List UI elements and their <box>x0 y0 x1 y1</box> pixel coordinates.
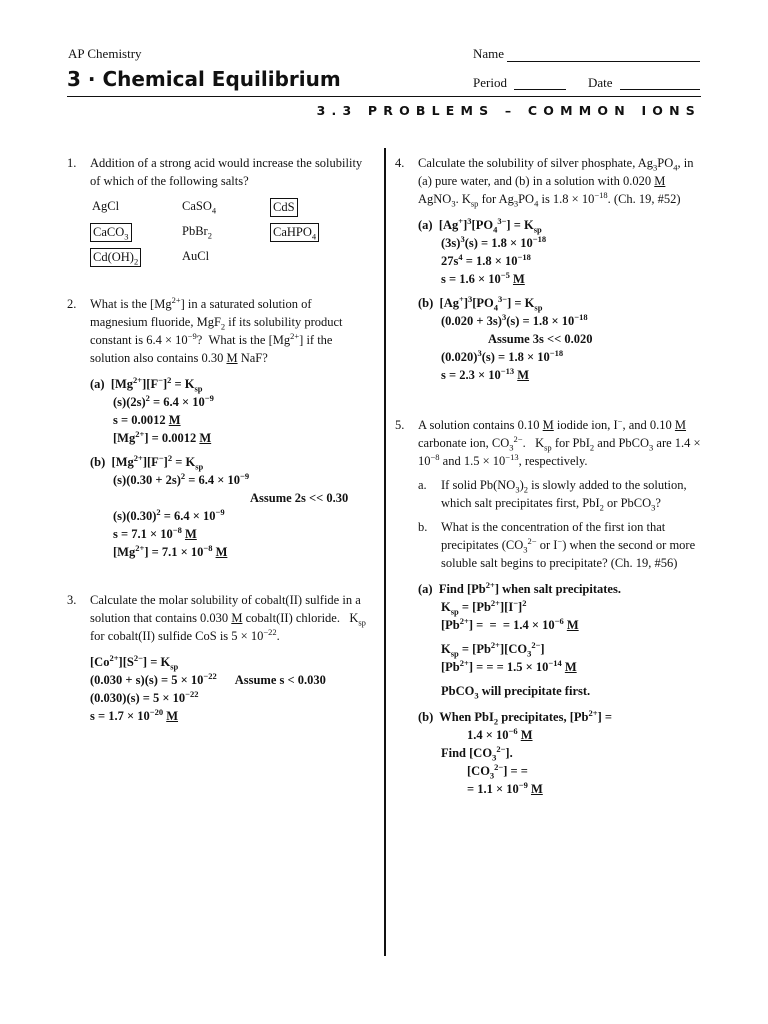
page-header <box>0 0 768 125</box>
assumption-note: Assume 3s << 0.020 <box>488 332 593 346</box>
answer-line: Find $[CO_3^{2-}]$. <box>441 743 513 763</box>
answer-line: $(s)(2s)^2 = 6.4 \times 10^{-9}$ <box>113 392 214 409</box>
name-label: Name <box>473 46 505 61</box>
answer-line: (b) When PbI$_2$ precipitates, $[Pb^{2+}]$ = <box>418 707 612 727</box>
sub-text: What is the concentration of the first ion that precipitates ($CO_3^{2-}$ or I−) when the second or more soluble salt begins to precipitate? (Ch. 19, #56) <box>441 520 696 570</box>
problem-text: Addition of a strong acid would increase the solubility of which of the following salts? <box>90 156 363 188</box>
answer-line: $K_{sp} = [Pb^{2+}][I^-]^2$ <box>441 597 527 617</box>
salt-cahpo4-selected: CaHPO$_4$ <box>270 223 319 242</box>
period-label: Period <box>473 75 507 90</box>
answer-line: $[Pb^{2+}]$ = = = $1.5 \times 10^{-14}$ M <box>441 657 577 674</box>
problem-4-answer <box>418 216 705 384</box>
problem-5b <box>418 518 705 572</box>
answer-line: (b) $[Mg^{2+}][F^-]^2 = K_{sp}$ <box>90 452 204 472</box>
answer-line: $s = 1.6 \times 10^{-5}$ M <box>441 269 525 286</box>
salt-pbbr2: PbBr$_2$ <box>182 224 212 241</box>
problem-text: What is the $[Mg^{2+}]$ in a saturated solution of magnesium fluoride, MgF$_2$ if its solubility product constant is $6.4 \times 10^{-9}$? What is the $[Mg^{2+}]$ if the solution also contains 0.30 M NaF? <box>90 294 343 365</box>
answer-line: (a) $[Ag^+]^3[PO_4^{3-}] = K_{sp}$ <box>418 215 542 235</box>
problem-text: Calculate the molar solubility of cobalt(II) sulfide in a solution that contains 0.030 M cobalt(II) chloride. $K_{sp}$ for cobalt(II) sulfide CoS is $5 \times 10^{-22}$. <box>90 593 366 643</box>
answer-line: $s = 7.1 \times 10^{-8}$ M <box>113 524 197 541</box>
answer-line: $s = 1.7 \times 10^{-20}$ M <box>90 706 179 723</box>
period-field[interactable] <box>514 89 566 90</box>
sub-text: If solid $Pb(NO_3)_2$ is slowly added to the solution, which salt precipitates first, PbI$_2$ or PbCO$_3$? <box>441 478 687 513</box>
answer-line: $[Pb^{2+}]$ = = = $1.4 \times 10^{-6}$ M <box>441 615 579 632</box>
salt-aucl: AuCl <box>182 249 210 263</box>
answer-line: $s = 2.3 \times 10^{-13}$ M <box>441 365 530 382</box>
header-rule <box>67 96 701 97</box>
date-field[interactable] <box>620 89 700 90</box>
problem-text: Calculate the solubility of silver phosphate, $Ag_3PO_4$, in (a) pure water, and (b) in a solution with 0.020 M AgNO$_3$. $K_{sp}$ for $Ag_3PO_4$ is $1.8 \times 10^{-18}$. (Ch. 19, #52) <box>418 156 694 209</box>
problem-5 <box>395 416 705 798</box>
conclusion: PbCO$_3$ will precipitate first. <box>441 684 591 701</box>
answer-line: $1.4 \times 10^{-6}$ M <box>467 725 533 742</box>
answer-line: $(s)(0.30)^2 = 6.4 \times 10^{-9}$ <box>113 506 225 523</box>
answer-line: $K_{sp} = [Pb^{2+}][CO_3^{2-}]$ <box>441 639 545 659</box>
answer-line: (a) Find $[Pb^{2+}]$ when salt precipitates. <box>418 579 621 596</box>
answer-line: $(0.020)^3(s) = 1.8 \times 10^{-18}$ <box>441 347 564 364</box>
salt-caso4: CaSO$_4$ <box>182 199 217 216</box>
course-name: AP Chemistry <box>68 46 142 61</box>
answer-line: (b) $[Ag^+]^3[PO_4^{3-}] = K_{sp}$ <box>418 293 543 313</box>
problem-number: 4. <box>395 156 405 170</box>
assumption-note: Assume s < 0.030 <box>234 673 326 687</box>
answer-line: $[CO_3^{2-}]$ = = <box>467 761 528 781</box>
problem-number: 2. <box>67 297 77 311</box>
answer-line: $[Mg^{2+}] = 0.0012$ M <box>113 428 212 445</box>
problem-5-answer <box>418 580 705 798</box>
answer-line: $(0.030 + s)(s) = 5 \times 10^{-22}$ Assume s < 0.030 <box>90 670 326 687</box>
problem-3 <box>67 591 372 725</box>
section-title: 3.3 PROBLEMS – COMMON IONS <box>316 103 701 118</box>
right-column <box>395 154 705 798</box>
answer-line: $(3s)^3(s) = 1.8 \times 10^{-18}$ <box>441 233 547 250</box>
answer-line: $(0.020 + 3s)^3(s) = 1.8 \times 10^{-18}$ <box>441 311 588 328</box>
answer-line: $(0.030)(s) = 5 \times 10^{-22}$ <box>90 688 199 705</box>
salt-cds-selected: CdS <box>270 198 298 217</box>
problem-5a <box>418 476 705 512</box>
answer-line: $27s^4 = 1.8 \times 10^{-18}$ <box>441 251 531 268</box>
problem-number: 5. <box>395 418 405 432</box>
problem-number: 1. <box>67 156 77 170</box>
problem-2 <box>67 295 372 561</box>
problem-3-answer <box>90 653 372 725</box>
problem-4 <box>395 154 705 384</box>
sub-label: a. <box>418 478 427 492</box>
name-field[interactable] <box>507 61 700 62</box>
answer-line: = $1.1 \times 10^{-9}$ M <box>467 779 543 796</box>
answer-line: $[Mg^{2+}] = 7.1 \times 10^{-8}$ M <box>113 542 228 559</box>
answer-line: s = 0.0012 M <box>113 413 181 427</box>
salt-cdoh2-selected: $Cd(OH)_2$ <box>90 248 141 267</box>
problem-1 <box>67 154 372 267</box>
problem-number: 3. <box>67 593 77 607</box>
date-label: Date <box>588 75 613 90</box>
answer-line: (a) $[Mg^{2+}][F^-]^2 = K_{sp}$ <box>90 374 203 394</box>
answer-line: $[Co^{2+}][S^{2-}] = K_{sp}$ <box>90 652 179 672</box>
page-title: 3 · Chemical Equilibrium <box>67 67 341 91</box>
answer-line: $(s)(0.30 + 2s)^2 = 6.4 \times 10^{-9}$ <box>113 470 250 487</box>
assumption-note: Assume 2s << 0.30 <box>250 491 349 505</box>
salt-caco3-selected: CaCO$_3$ <box>90 223 132 242</box>
salt-agcl: AgCl <box>92 199 120 213</box>
column-divider <box>384 148 386 956</box>
salt-options <box>90 198 372 267</box>
problem-text: A solution contains 0.10 M iodide ion, I−, and 0.10 M carbonate ion, $CO_3^{2-}$. $K_{sp}$ for PbI$_2$ and PbCO$_3$ are $1.4 \times 10^{-8}$ and $1.5 \times 10^{-13}$, respectively. <box>418 415 701 468</box>
left-column <box>67 154 372 725</box>
problem-2-answer <box>90 375 372 561</box>
sub-label: b. <box>418 520 428 534</box>
